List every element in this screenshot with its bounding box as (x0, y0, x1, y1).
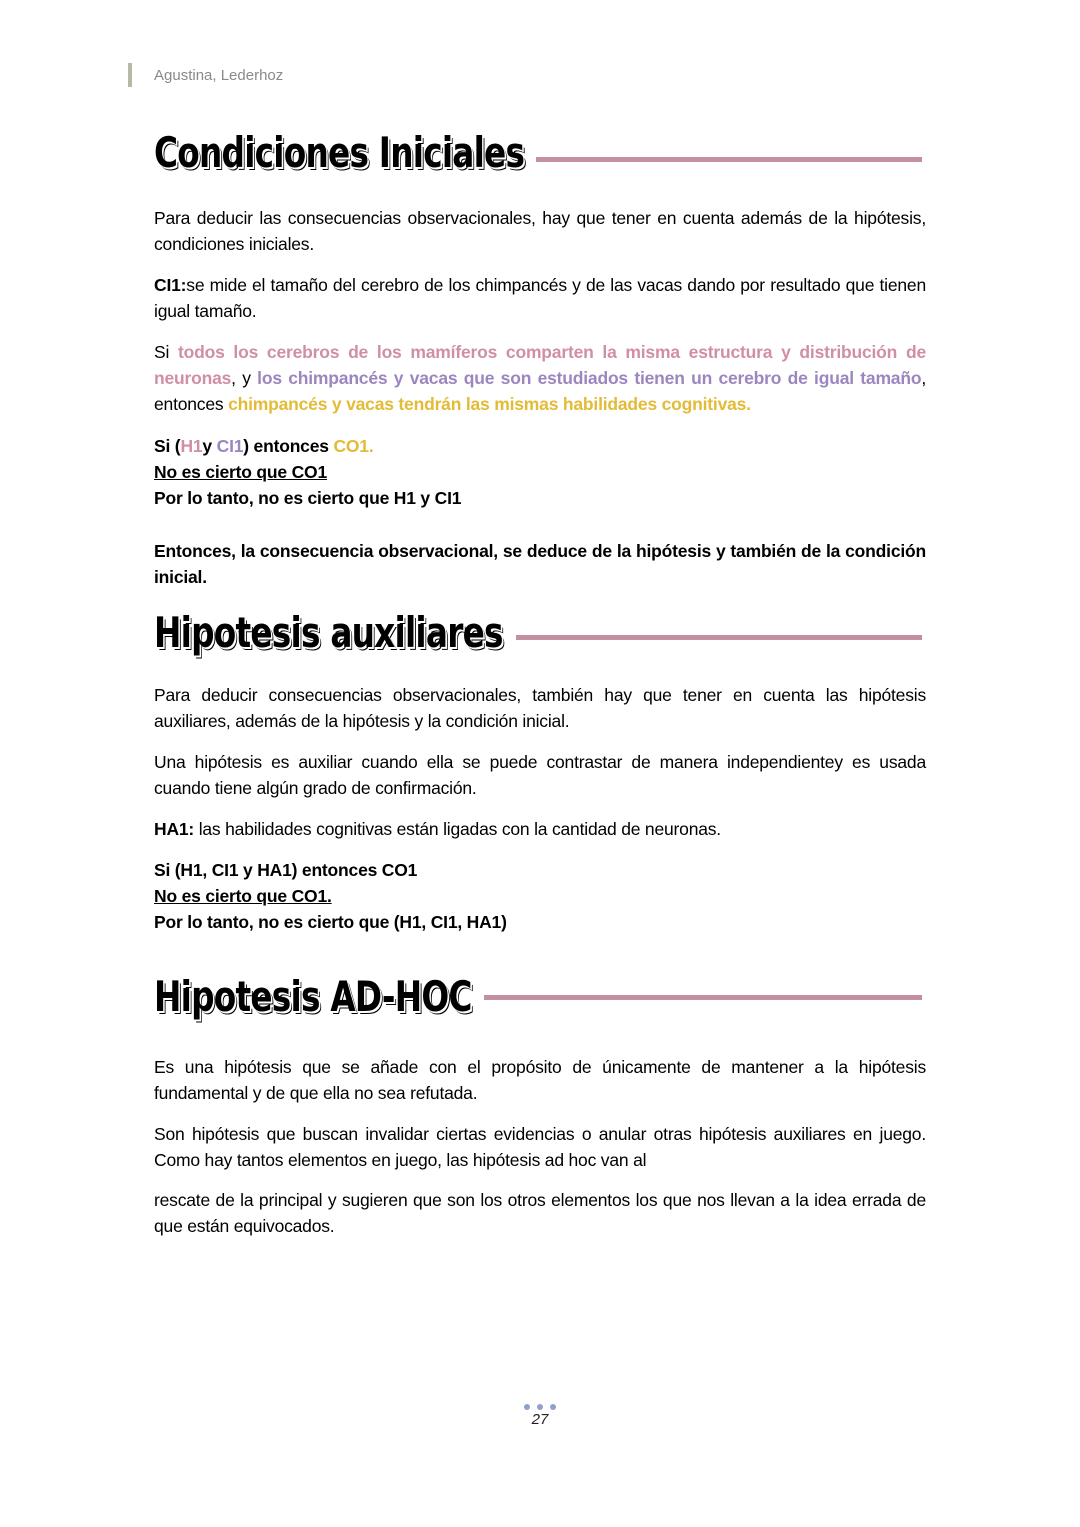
ci1-paragraph (154, 272, 926, 324)
dot (550, 1404, 556, 1410)
logic-line-2: No es cierto que CO1. (154, 886, 332, 906)
initial-condition-text: los chimpancés y vacas que son estudiados tienen un cerebro de igual tamaño (257, 368, 922, 388)
dots-ornament-icon (0, 1404, 1080, 1410)
intro-paragraph: Para deducir consecuencias observacionales, también hay que tener en cuenta las hipótesis auxiliares, además de la hipótesis y la condición inicial. (154, 685, 926, 731)
ci1-token: CI1 (216, 436, 244, 456)
section-title: Condiciones Iniciales (154, 128, 525, 177)
heading-rule (484, 995, 922, 1000)
logic-y: y (202, 436, 217, 456)
logic-entonces: ) entonces (243, 436, 334, 456)
section-heading-hipotesis-ad-hoc (154, 972, 922, 1021)
dot (524, 1404, 530, 1410)
header-accent-bar (128, 63, 132, 87)
text-entonces: , entonces (154, 368, 926, 414)
author-name: Agustina, Lederhoz (154, 66, 284, 84)
page-header (128, 63, 283, 87)
heading-rule (516, 635, 922, 640)
hypothesis-text: todos los cerebros de los mamíferos comparten la misma estructura y distribución de neuronas (154, 342, 926, 388)
logic-block-2 (154, 857, 926, 935)
section-heading-condiciones-iniciales (154, 128, 922, 177)
page-number: 27 (531, 1411, 549, 1428)
heading-rule (536, 157, 922, 162)
text-si: Si (154, 342, 178, 362)
consequence-text: chimpancés y vacas tendrán las mismas habilidades cognitivas. (228, 394, 751, 414)
ha1-text: las habilidades cognitivas están ligadas con la cantidad de neuronas. (194, 819, 721, 839)
logic-line-3: Por lo tanto, no es cierto que (H1, CI1, HA1) (154, 912, 507, 932)
co1-token: CO1. (333, 436, 374, 456)
section-heading-hipotesis-auxiliares (154, 608, 922, 657)
intro-paragraph: Para deducir las consecuencias observacionales, hay que tener en cuenta además de la hipótesis, condiciones iniciales. (154, 208, 926, 254)
adhoc-paragraph-3: rescate de la principal y sugieren que son los otros elementos los que nos llevan a la idea errada de que están equivocados. (154, 1190, 926, 1236)
section-title: Hipotesis AD-HOC (154, 972, 472, 1021)
text-y: , y (231, 368, 258, 388)
ci1-text: se mide el tamaño del cerebro de los chimpancés y de las vacas dando por resultado que tienen igual tamaño. (154, 275, 926, 321)
page-footer (0, 1404, 1080, 1428)
definition-paragraph: Una hipótesis es auxiliar cuando ella se puede contrastar de manera independientey es usada cuando tiene algún grado de confirmación. (154, 752, 926, 798)
adhoc-paragraph-2: Son hipótesis que buscan invalidar ciertas evidencias o anular otras hipótesis auxiliares en juego. Como hay tantos elementos en juego, las hipótesis ad hoc van al (154, 1124, 926, 1170)
ha1-paragraph (154, 816, 926, 842)
dot (537, 1404, 543, 1410)
logic-line-1 (154, 433, 926, 459)
h1-token: H1 (180, 436, 203, 456)
conditional-paragraph (154, 339, 926, 417)
logic-si: Si ( (154, 436, 181, 456)
section-title: Hipotesis auxiliares (154, 608, 503, 657)
logic-line-3: Por lo tanto, no es cierto que H1 y CI1 (154, 488, 462, 508)
adhoc-paragraph-1: Es una hipótesis que se añade con el propósito de únicamente de mantener a la hipótesis fundamental y de que ella no sea refutada. (154, 1057, 926, 1103)
ci1-label: CI1: (154, 275, 187, 295)
conclusion-paragraph: Entonces, la consecuencia observacional, se deduce de la hipótesis y también de la condición inicial. (154, 541, 926, 587)
logic-block-1 (154, 433, 926, 511)
logic-line-2: No es cierto que CO1 (154, 462, 327, 482)
logic-line-1: Si (H1, CI1 y HA1) entonces CO1 (154, 860, 418, 880)
ha1-label: HA1: (154, 819, 195, 839)
